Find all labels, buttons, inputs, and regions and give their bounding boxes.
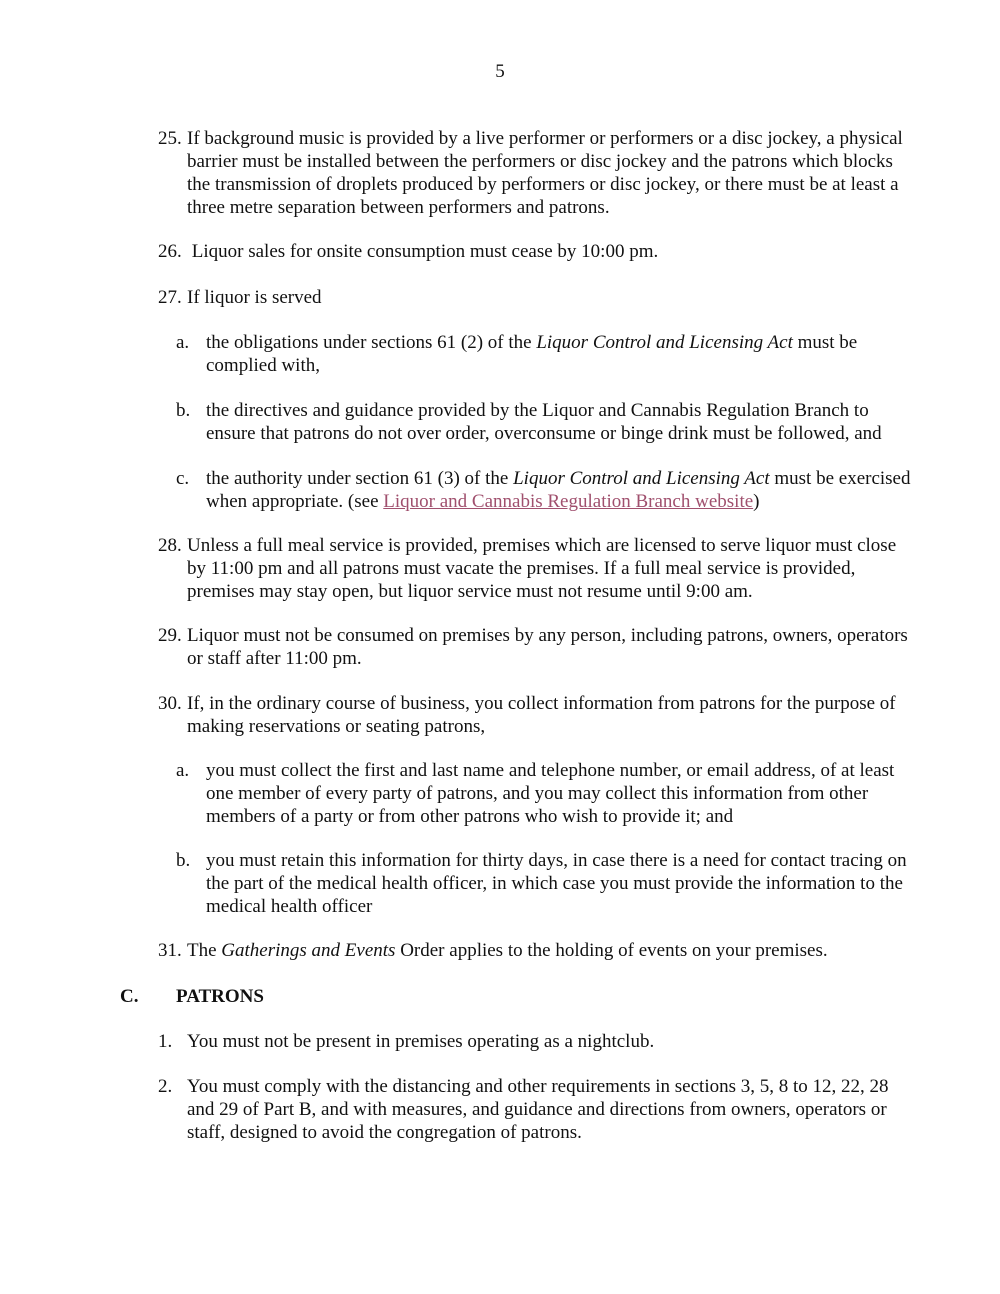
sub-item-letter: a. xyxy=(176,332,190,353)
list-item-28 xyxy=(158,534,918,603)
item-text: You must comply with the distancing and other requirements in sections 3, 5, 8 to 12, 22, 28 and 29 of Part B, and with measures, and guidance and directions from owners, operators or staff, designed to avoid the congregation of patrons. xyxy=(187,1076,889,1143)
section-letter: C. xyxy=(120,986,139,1007)
sub-item-letter: a. xyxy=(176,760,190,781)
list-item-29 xyxy=(158,624,918,670)
item-text: If liquor is served xyxy=(187,287,322,308)
item-text: Liquor sales for onsite consumption must cease by 10:00 pm. xyxy=(187,241,659,262)
sub-item-27a xyxy=(176,331,916,377)
act-title: Liquor Control and Licensing Act xyxy=(513,468,770,489)
item-text: The Gatherings and Events Order applies to the holding of events on your premises. xyxy=(187,940,828,961)
lcrb-website-link[interactable]: Liquor and Cannabis Regulation Branch website xyxy=(383,491,754,512)
item-number: 27. xyxy=(158,287,182,308)
sub-item-text: you must retain this information for thirty days, in case there is a need for contact tracing on the part of the medical health officer, in which case you must provide the information to the medical health officer xyxy=(206,850,907,917)
list-item-31 xyxy=(158,939,918,962)
item-number: 30. xyxy=(158,693,182,714)
sub-item-27c xyxy=(176,467,916,513)
item-text: If background music is provided by a live performer or performers or a disc jockey, a physical barrier must be installed between the performers or disc jockey and the patrons which blocks the transmission of droplets produced by performers or disc jockey, or there must be at least a three metre separation between performers and patrons. xyxy=(187,128,903,218)
section-title: PATRONS xyxy=(176,986,264,1007)
patrons-item-2 xyxy=(158,1075,918,1144)
sub-item-text: the directives and guidance provided by the Liquor and Cannabis Regulation Branch to ensure that patrons do not over order, overconsume or binge drink must be followed, and xyxy=(206,400,882,444)
list-item-27 xyxy=(158,286,918,309)
item-number: 1. xyxy=(158,1031,173,1052)
sub-item-letter: c. xyxy=(176,468,190,489)
item-text: Unless a full meal service is provided, premises which are licensed to serve liquor must close by 11:00 pm and all patrons must vacate the premises. If a full meal service is provided, premises may stay open, but liquor service must not resume until 9:00 am. xyxy=(187,535,897,602)
sub-item-text: the authority under section 61 (3) of the Liquor Control and Licensing Act must be exercised when appropriate. (see Liquor and Cannabis Regulation Branch website) xyxy=(206,468,911,512)
item-number: 26. xyxy=(158,241,182,262)
item-number: 2. xyxy=(158,1076,173,1097)
order-title: Gatherings and Events xyxy=(221,940,396,961)
item-number: 25. xyxy=(158,128,182,149)
item-text: If, in the ordinary course of business, you collect information from patrons for the purpose of making reservations or seating patrons, xyxy=(187,693,896,737)
item-text: Liquor must not be consumed on premises by any person, including patrons, owners, operators or staff after 11:00 pm. xyxy=(187,625,908,669)
patrons-item-1 xyxy=(158,1030,918,1053)
sub-item-letter: b. xyxy=(176,850,191,871)
sub-item-30a xyxy=(176,759,916,828)
list-item-25 xyxy=(158,127,918,219)
item-text: You must not be present in premises operating as a nightclub. xyxy=(187,1031,655,1052)
sub-item-letter: b. xyxy=(176,400,191,421)
item-number: 28. xyxy=(158,535,182,556)
sub-item-30b xyxy=(176,849,916,918)
sub-item-text: you must collect the first and last name and telephone number, or email address, of at least one member of every party of patrons, and you may collect this information from other members of a party or from other patrons who wish to provide it; and xyxy=(206,760,895,827)
list-item-26 xyxy=(158,240,918,263)
sub-item-text: the obligations under sections 61 (2) of the Liquor Control and Licensing Act must be complied with, xyxy=(206,332,858,376)
sub-item-27b xyxy=(176,399,916,445)
item-number: 31. xyxy=(158,940,182,961)
item-number: 29. xyxy=(158,625,182,646)
list-item-30 xyxy=(158,692,918,738)
act-title: Liquor Control and Licensing Act xyxy=(536,332,793,353)
page-number: 5 xyxy=(495,61,505,82)
